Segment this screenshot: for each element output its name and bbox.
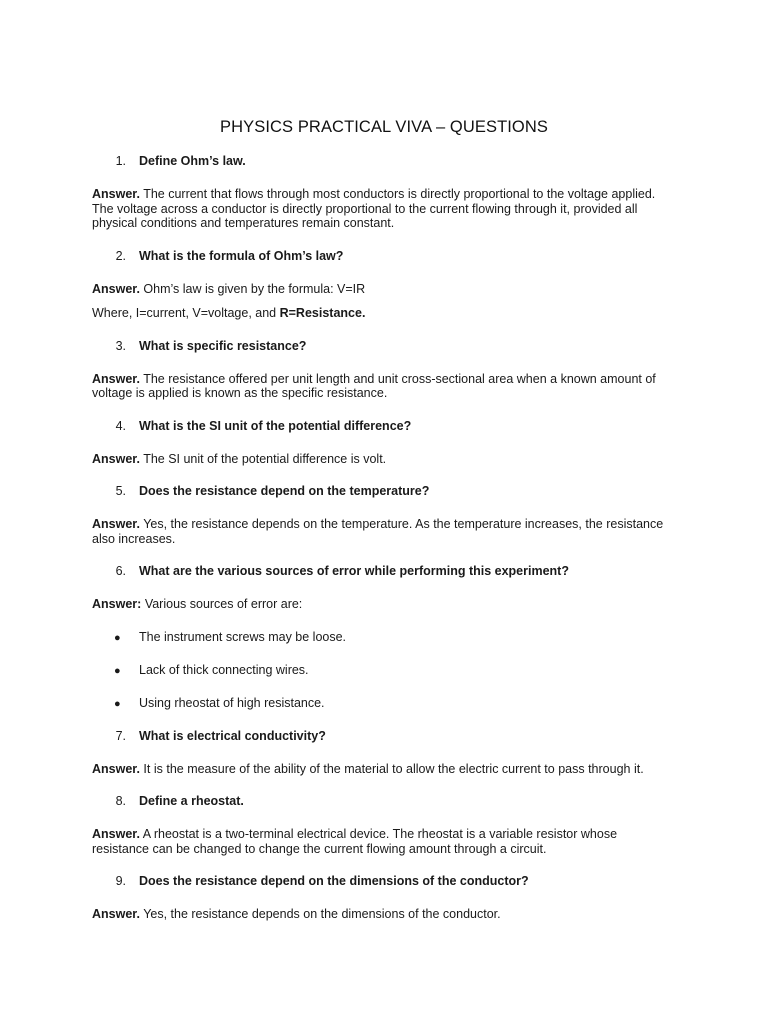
answer-9 bbox=[92, 907, 676, 922]
question-text: Define a rheostat. bbox=[139, 794, 244, 808]
answer-label: Answer. bbox=[92, 517, 140, 531]
question-1 bbox=[92, 154, 676, 169]
question-6 bbox=[92, 564, 676, 579]
answer-label: Answer. bbox=[92, 907, 140, 921]
question-7 bbox=[92, 729, 676, 744]
question-number: 3. bbox=[115, 338, 126, 353]
page-title: PHYSICS PRACTICAL VIVA – QUESTIONS bbox=[220, 118, 548, 136]
answer-text: The current that flows through most conductors is directly proportional to the voltage applied. The voltage across a conductor is directly proportional to the current flowing through it, provided all physical conditions and temperatures remain constant. bbox=[92, 187, 656, 230]
answer-text: It is the measure of the ability of the material to allow the electric current to pass through it. bbox=[143, 761, 644, 776]
answer-text: Yes, the resistance depends on the temperature. As the temperature increases, the resistance also increases. bbox=[92, 517, 664, 546]
question-text: What is specific resistance? bbox=[139, 338, 307, 353]
formula-explanation-bold: R=Resistance. bbox=[279, 306, 366, 320]
question-number: 6. bbox=[115, 564, 126, 578]
list-item bbox=[92, 663, 676, 679]
question-number: 8. bbox=[115, 794, 126, 808]
question-text: What is the formula of Ohm’s law? bbox=[139, 248, 344, 263]
question-5 bbox=[92, 484, 676, 499]
formula-explanation-text: Where, I=current, V=voltage, and bbox=[92, 306, 280, 320]
question-number: 7. bbox=[115, 728, 126, 743]
answer-5 bbox=[92, 517, 676, 546]
question-4 bbox=[92, 419, 676, 434]
formula-explanation bbox=[92, 306, 676, 321]
answer-text: A rheostat is a two-terminal electrical device. The rheostat is a variable resistor whose resistance can be changed to change the current flowing amount through a circuit. bbox=[92, 827, 618, 856]
answer-text: Various sources of error are: bbox=[144, 597, 303, 611]
bullet-icon: ● bbox=[114, 631, 121, 644]
answer-label: Answer. bbox=[92, 761, 140, 776]
bullet-icon: ● bbox=[114, 664, 121, 677]
answer-label: Answer. bbox=[92, 187, 140, 201]
answer-label: Answer. bbox=[92, 827, 140, 841]
answer-label: Answer: bbox=[92, 597, 142, 611]
answer-label: Answer. bbox=[92, 371, 140, 386]
answer-1 bbox=[92, 187, 676, 231]
question-text: What are the various sources of error while performing this experiment? bbox=[139, 564, 569, 578]
question-number: 9. bbox=[115, 874, 126, 888]
question-9 bbox=[92, 874, 676, 889]
question-text: What is the SI unit of the potential difference? bbox=[139, 418, 412, 433]
answer-label: Answer. bbox=[92, 281, 140, 296]
answer-text: The SI unit of the potential difference is volt. bbox=[143, 451, 387, 466]
answer-text: The resistance offered per unit length and unit cross-sectional area when a known amount of voltage is applied is known as the specific resistance. bbox=[92, 371, 656, 400]
list-item-text: Using rheostat of high resistance. bbox=[139, 695, 325, 710]
question-number: 2. bbox=[115, 248, 126, 263]
question-number: 4. bbox=[115, 418, 126, 433]
question-number: 1. bbox=[115, 154, 126, 168]
list-item-text: Lack of thick connecting wires. bbox=[139, 662, 309, 677]
answer-7 bbox=[92, 762, 676, 777]
question-text: Does the resistance depend on the temperature? bbox=[139, 484, 430, 498]
question-text: Does the resistance depend on the dimensions of the conductor? bbox=[139, 874, 529, 888]
answer-8 bbox=[92, 827, 676, 856]
question-number: 5. bbox=[115, 484, 126, 498]
list-item bbox=[92, 696, 676, 712]
answer-2 bbox=[92, 282, 676, 297]
question-text: What is electrical conductivity? bbox=[139, 728, 326, 743]
answer-text: Ohm’s law is given by the formula: V=IR bbox=[143, 281, 366, 296]
answer-3 bbox=[92, 372, 676, 401]
list-item-text: The instrument screws may be loose. bbox=[139, 629, 347, 644]
question-2 bbox=[92, 249, 676, 264]
answer-4 bbox=[92, 452, 676, 467]
question-8 bbox=[92, 794, 676, 809]
bullet-icon: ● bbox=[114, 697, 121, 710]
answer-text: Yes, the resistance depends on the dimensions of the conductor. bbox=[143, 907, 501, 921]
list-item bbox=[92, 630, 676, 646]
answer-6 bbox=[92, 597, 676, 612]
question-3 bbox=[92, 339, 676, 354]
answer-label: Answer. bbox=[92, 451, 140, 466]
question-text: Define Ohm’s law. bbox=[139, 154, 246, 168]
